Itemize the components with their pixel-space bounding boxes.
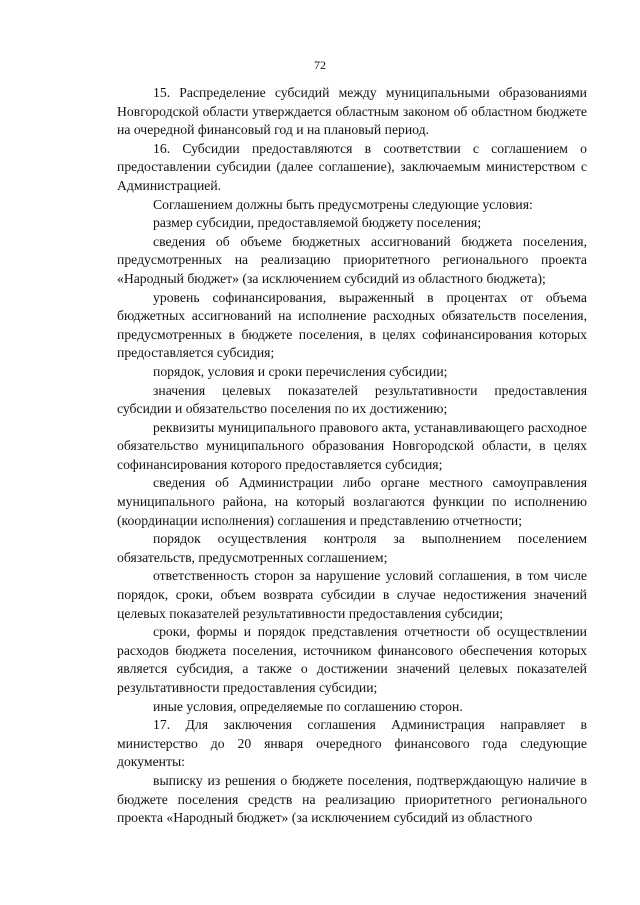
paragraph-budget-extract: выписку из решения о бюджете поселения, подтверждающую наличие в бюджете поселения средств на реализацию приоритетного регионального проекта «Народный бюджет» (за исключением субсидий из областного	[117, 772, 587, 826]
paragraph-cofinancing-level: уровень софинансирования, выраженный в процентах от объема бюджетных ассигнований на исполнение расходных обязательств поселения, предусмотренных в бюджете поселения, в целях софинансирования которых предоставляется субсидия;	[117, 289, 587, 361]
paragraph-reporting: сроки, формы и порядок представления отчетности об осуществлении расходов бюджета поселения, источником финансового обеспечения которых является субсидия, а также о достижении значений целевых показателей результативности предоставления субсидии;	[117, 624, 587, 695]
page-number: 72	[314, 58, 326, 72]
paragraph-15-distribution: 15. Распределение субсидий между муниципальными образованиями Новгородской области утверждается областным законом об областном бюджете на очередной финансовый год и на плановый период.	[117, 85, 587, 138]
paragraph-administration-info: сведения об Администрации либо органе местного самоуправления муниципального района, на который возлагаются функции по исполнению (координации исполнения) соглашения и представлению отчетности;	[117, 475, 587, 528]
paragraph-transfer-procedure: порядок, условия и сроки перечисления субсидии;	[153, 363, 448, 379]
paragraph-subsidy-size: размер субсидии, предоставляемой бюджету поселения;	[153, 215, 482, 231]
document-body	[117, 84, 587, 828]
paragraph-target-indicators: значения целевых показателей результативности предоставления субсидии и обязательство поселения по их достижению;	[117, 382, 587, 417]
paragraph-liability: ответственность сторон за нарушение условий соглашения, в том числе порядок, сроки, объем возврата субсидии в случае недостижения значений целевых показателей результативности предоставления субсидии;	[117, 568, 587, 621]
paragraph-budget-allocations: сведения об объеме бюджетных ассигнований бюджета поселения, предусмотренных на реализацию приоритетного регионального проекта «Народный бюджет» (за исключением субсидий из областного бюджета);	[117, 233, 587, 286]
paragraph-16-agreement: 16. Субсидии предоставляются в соответствии с соглашением о предоставлении субсидии (далее соглашение), заключаемым министерством с Администрацией.	[117, 140, 587, 193]
paragraph-other-conditions: иные условия, определяемые по соглашению сторон.	[153, 698, 463, 714]
paragraph-conditions-intro: Соглашением должны быть предусмотрены следующие условия:	[153, 196, 533, 212]
paragraph-legal-act-details: реквизиты муниципального правового акта, устанавливающего расходное обязательство муниципального образования Новгородской области, в целях софинансирования которого предоставляется субсидия;	[117, 419, 587, 472]
paragraph-control-procedure: порядок осуществления контроля за выполнением поселением обязательств, предусмотренных соглашением;	[117, 531, 587, 565]
paragraph-17-documents: 17. Для заключения соглашения Администрация направляет в министерство до 20 января очередного финансового года следующие документы:	[117, 717, 587, 770]
